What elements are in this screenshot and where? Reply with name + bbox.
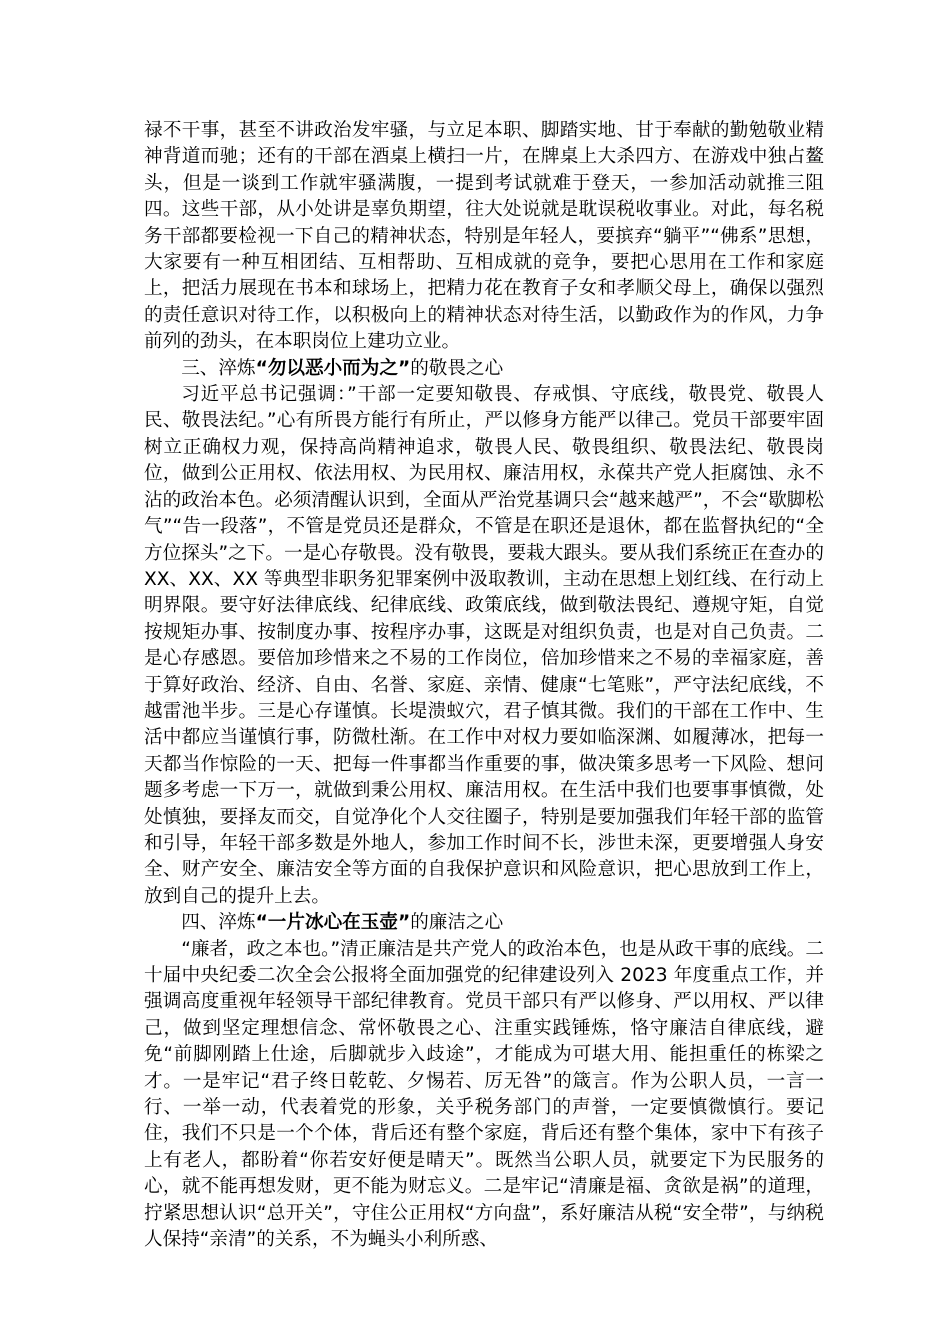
heading-prefix: 四、淬炼 <box>181 912 256 934</box>
paragraph-continued: 禄不干事，甚至不讲政治发牢骚，与立足本职、脚踏实地、甘于奉献的勤勉敬业精神背道而驰；还有的干部在酒桌上横扫一片，在牌桌上大杀四方、在游戏中独占鳌头，但是一谈到工作就牢骚满腹，一提到考试就难于登天，一参加活动就推三阻四。这些干部，从小处讲是辜负期望，往大处说就是耽误税收事业。对此，每名税务干部都要检视一下自己的精神状态，特别是年轻人，要摈弃“躺平”“佛系”思想，大家要有一种互相团结、互相帮助、互相成就的竞争，要把心思用在工作和家庭上，把活力展现在书本和球场上，把精力花在教育子女和孝顺父母上，确保以强烈的责任意识对待工作，以积极向上的精神状态对待生活，以勤政作为的作风，力争前列的劲头，在本职岗位上建功立业。 <box>144 120 824 353</box>
section-heading-4 <box>144 910 824 936</box>
heading-prefix: 三、淬炼 <box>181 357 256 379</box>
heading-suffix: 的廉洁之心 <box>410 912 504 934</box>
heading-quote: “勿以恶小而为之” <box>255 357 411 379</box>
section-heading-3 <box>144 356 824 382</box>
paragraph-section-3: 习近平总书记强调：”干部一定要知敬畏、存戒惧、守底线，敬畏党、敬畏人民、敬畏法纪。”心有所畏方能行有所止，严以修身方能严以律己。党员干部要牢固树立正确权力观，保持高尚精神追求，敬畏人民、敬畏组织、敬畏法纪、敬畏岗位，做到公正用权、依法用权、为民用权、廉洁用权，永葆共产党人拒腐蚀、永不沾的政治本色。必须清醒认识到，全面从严治党基调只会“越来越严”，不会“歇脚松气”“告一段落”，不管是党员还是群众，不管是在职还是退休，都在监督执纪的“全方位探头”之下。一是心存敬畏。没有敬畏，要栽大跟头。要从我们系统正在查办的 XX、XX、XX 等典型非职务犯罪案例中汲取教训，主动在思想上划红线、在行动上明界限。要守好法律底线、纪律底线、政策底线，做到敬法畏纪、遵规守矩，自觉按规矩办事、按制度办事、按程序办事，这既是对组织负责，也是对自己负责。二是心存感恩。要倍加珍惜来之不易的工作岗位，倍加珍惜来之不易的幸福家庭，善于算好政治、经济、自由、名誉、家庭、亲情、健康“七笔账”，严守法纪底线，不越雷池半步。三是心存谨慎。长堤溃蚁穴，君子慎其微。我们的干部在工作中、生活中都应当谨慎行事，防微杜渐。在工作中对权力要如临深渊、如履薄冰，把每一天都当作惊险的一天、把每一件事都当作重要的事，做决策多思考一下风险、想问题多考虑一下万一，就做到秉公用权、廉洁用权。在生活中我们也要事事慎微，处处慎独，要择友而交，自觉净化个人交往圈子，特别是要加强我们年轻干部的监管和引导，年轻干部多数是外地人，参加工作时间不长，涉世未深，更要增强人身安全、财产安全、廉洁安全等方面的自我保护意识和风险意识，把心思放到工作上，放到自己的提升上去。 <box>144 384 824 907</box>
heading-suffix: 的敬畏之心 <box>410 357 504 379</box>
heading-quote: “一片冰心在玉壶” <box>255 912 411 934</box>
paragraph-section-4: “廉者，政之本也。”清正廉洁是共产党人的政治本色，也是从政干事的底线。二十届中央纪委二次全会公报将全面加强党的纪律建设列入 2023 年度重点工作，并强调高度重视年轻领导干部纪律教育。党员干部只有严以修身、严以用权、严以律己，做到坚定理想信念、常怀敬畏之心、注重实践锤炼，恪守廉洁自律底线，避免“前脚刚踏上仕途，后脚就步入歧途”，才能成为可堪大用、能担重任的栋梁之才。一是牢记“君子终日乾乾、夕惕若、厉无咎”的箴言。作为公职人员，一言一行、一举一动，代表着党的形象，关乎税务部门的声誉，一定要慎微慎行。要记住，我们不只是一个个体，背后还有整个家庭，背后还有整个集体，家中下有孩子上有老人，都盼着“你若安好便是晴天”。既然当公职人员，就要定下为民服务的心，就不能再想发财，更不能为财忘义。二是牢记“清廉是福、贪欲是祸”的道理，拧紧思想认识“总开关”，守住公正用权“方向盘”，系好廉洁从税“安全带”，与纳税人保持“亲清”的关系，不为蝇头小利所惑、 <box>144 938 824 1251</box>
document-page <box>144 118 824 1253</box>
